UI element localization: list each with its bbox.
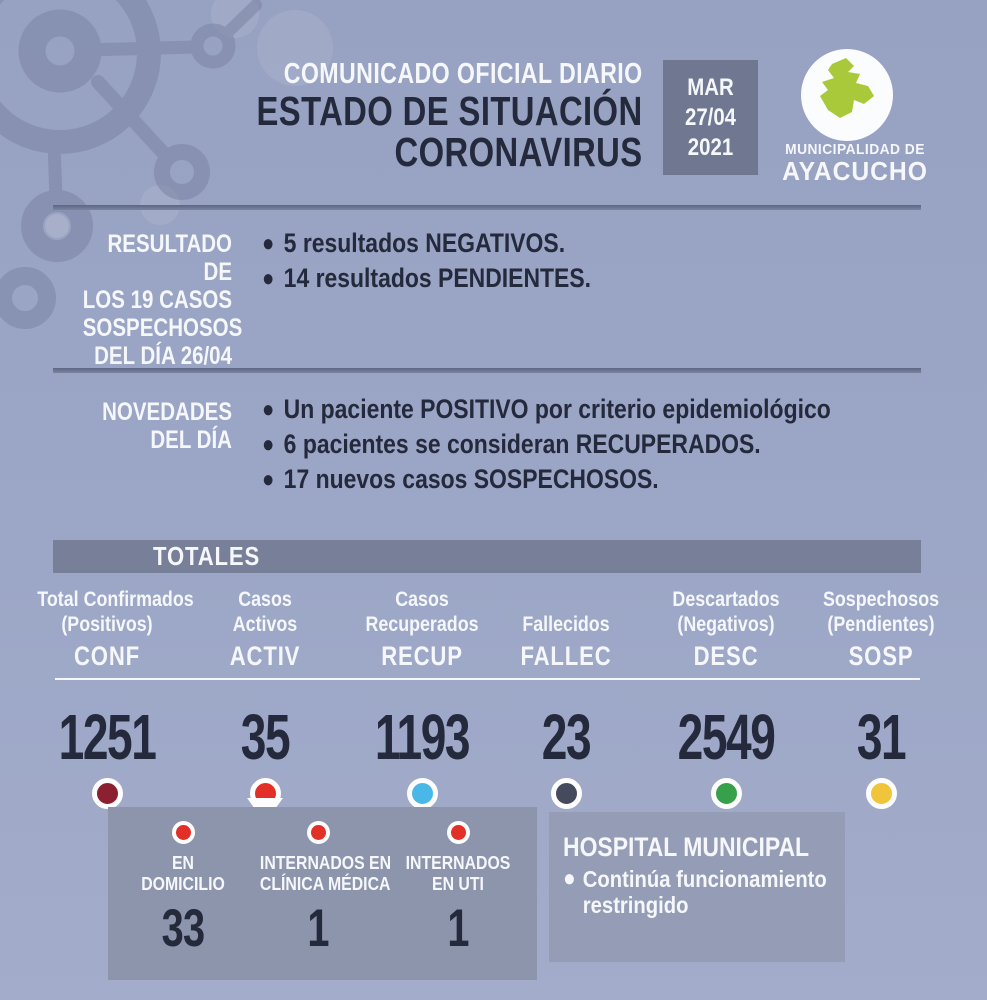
ayacucho-map-icon: [801, 49, 893, 141]
totals-band-label: TOTALES: [153, 541, 261, 571]
title-line-1: COMUNICADO OFICIAL DIARIO: [284, 58, 643, 90]
bullet-dot-icon: ●: [262, 265, 275, 292]
breakdown-value: 1: [447, 899, 469, 958]
status-dot: [92, 778, 123, 809]
column-name-line: Total Confirmados: [37, 588, 194, 611]
hospital-title: HOSPITAL MUNICIPAL: [563, 832, 810, 862]
title-line-3: CORONAVIRUS: [395, 129, 643, 175]
column-name-line: (Negativos): [677, 613, 775, 636]
column-value: 1251: [58, 701, 156, 773]
status-dot: [307, 821, 330, 844]
date-weekday: MAR: [687, 74, 734, 101]
title-line-2: ESTADO DE SITUACIÓN: [256, 88, 643, 134]
breakdown-item-domicilio: [117, 821, 249, 957]
hospital-bullet-text: Continúa funcionamiento restringido: [582, 866, 827, 918]
bullet-item: [563, 866, 827, 918]
totals-column-fallec: [484, 585, 648, 809]
column-value: 1193: [374, 701, 470, 773]
hospital-panel: [549, 812, 845, 962]
columns-underline: [55, 678, 920, 680]
status-dot: [866, 778, 897, 809]
totals-column-desc: [644, 585, 808, 809]
column-name-line: Sospechosos: [822, 588, 940, 611]
divider-top: [53, 205, 921, 210]
column-value: 35: [240, 701, 290, 773]
column-value: 31: [856, 701, 906, 773]
bullet-dot-icon: ●: [262, 431, 275, 458]
breakdown-value: 33: [161, 899, 205, 958]
totals-column-conf: [25, 585, 194, 809]
status-dot: [447, 821, 470, 844]
totals-column-sosp: [799, 585, 963, 809]
breakdown-item-uti: [392, 821, 524, 957]
bullet-text: 5 resultados NEGATIVOS.: [283, 228, 566, 258]
bullet-dot-icon: ●: [262, 396, 275, 423]
section-news-label-line: DEL DÍA: [150, 426, 232, 454]
bullet-text: 6 pacientes se consideran RECUPERADOS.: [283, 429, 761, 459]
status-dot: [711, 778, 742, 809]
date-badge: [663, 60, 758, 175]
bullet-text: 14 resultados PENDIENTES.: [283, 263, 592, 293]
bullet-dot-icon: ●: [262, 466, 275, 493]
column-value: 23: [541, 701, 591, 773]
column-name-line: Casos: [395, 588, 449, 611]
bullet-dot-icon: ●: [563, 865, 576, 892]
bullet-item: [262, 427, 831, 462]
municipality-logo: [801, 49, 893, 141]
section-news-label-line: NOVEDADES: [102, 398, 232, 426]
section-news-label: [50, 398, 232, 454]
column-name-line: Casos: [238, 588, 292, 611]
section-results-label-line: LOS 19 CASOS: [82, 286, 232, 314]
totals-column-recup: [340, 585, 504, 809]
bullet-dot-icon: ●: [262, 230, 275, 257]
municipality-name: [775, 141, 935, 184]
breakdown-label-line: CLÍNICA MÉDICA: [259, 874, 391, 894]
section-results-label: [50, 230, 243, 370]
column-name-line: Activos: [232, 613, 298, 636]
status-dot: [551, 778, 582, 809]
date-day-month: 27/04: [684, 104, 737, 131]
breakdown-label-line: INTERNADOS: [405, 853, 511, 873]
column-code: FALLEC: [520, 641, 612, 671]
municipality-name-line1: MUNICIPALIDAD DE: [785, 141, 925, 158]
status-dot: [407, 778, 438, 809]
bullet-text: Un paciente POSITIVO por criterio epidemiológico: [283, 394, 831, 424]
breakdown-label-line: EN: [171, 853, 194, 873]
column-code: CONF: [73, 641, 141, 671]
bullet-item: [262, 462, 831, 497]
breakdown-label-line: DOMICILIO: [141, 874, 225, 894]
totals-band: [53, 540, 921, 573]
column-value: 2549: [677, 701, 775, 773]
status-dot: [172, 821, 195, 844]
section-news-bullets: [262, 392, 931, 497]
bullet-item: [262, 261, 591, 296]
column-code: SOSP: [848, 641, 914, 671]
column-name-line: Descartados: [672, 588, 780, 611]
bullet-item: [262, 226, 591, 261]
breakdown-value: 1: [307, 899, 329, 958]
column-code: ACTIV: [229, 641, 301, 671]
breakdown-item-clinica: [252, 821, 392, 958]
bullet-text: 17 nuevos casos SOSPECHOSOS.: [283, 464, 659, 494]
totals-column-activ: [183, 585, 347, 809]
active-cases-breakdown-panel: [108, 807, 537, 980]
column-code: RECUP: [381, 641, 463, 671]
column-name-line: Fallecidos: [522, 613, 610, 636]
breakdown-label-line: EN UTI: [432, 874, 484, 894]
municipality-name-line2: AYACUCHO: [782, 156, 928, 186]
section-results-label-line: RESULTADO DE: [107, 230, 232, 286]
bullet-item: [262, 392, 831, 427]
section-results-label-line: SOSPECHOSOS: [82, 314, 243, 342]
breakdown-label-line: INTERNADOS EN: [259, 853, 392, 873]
column-name-line: Recuperados: [365, 613, 479, 636]
date-year: 2021: [687, 134, 734, 161]
column-code: DESC: [693, 641, 759, 671]
page-title: [160, 58, 643, 173]
column-name-line: (Positivos): [61, 613, 153, 636]
column-name-line: (Pendientes): [827, 613, 935, 636]
section-results-label-line: DEL DÍA 26/04: [94, 342, 232, 370]
section-results-bullets: [262, 226, 649, 296]
